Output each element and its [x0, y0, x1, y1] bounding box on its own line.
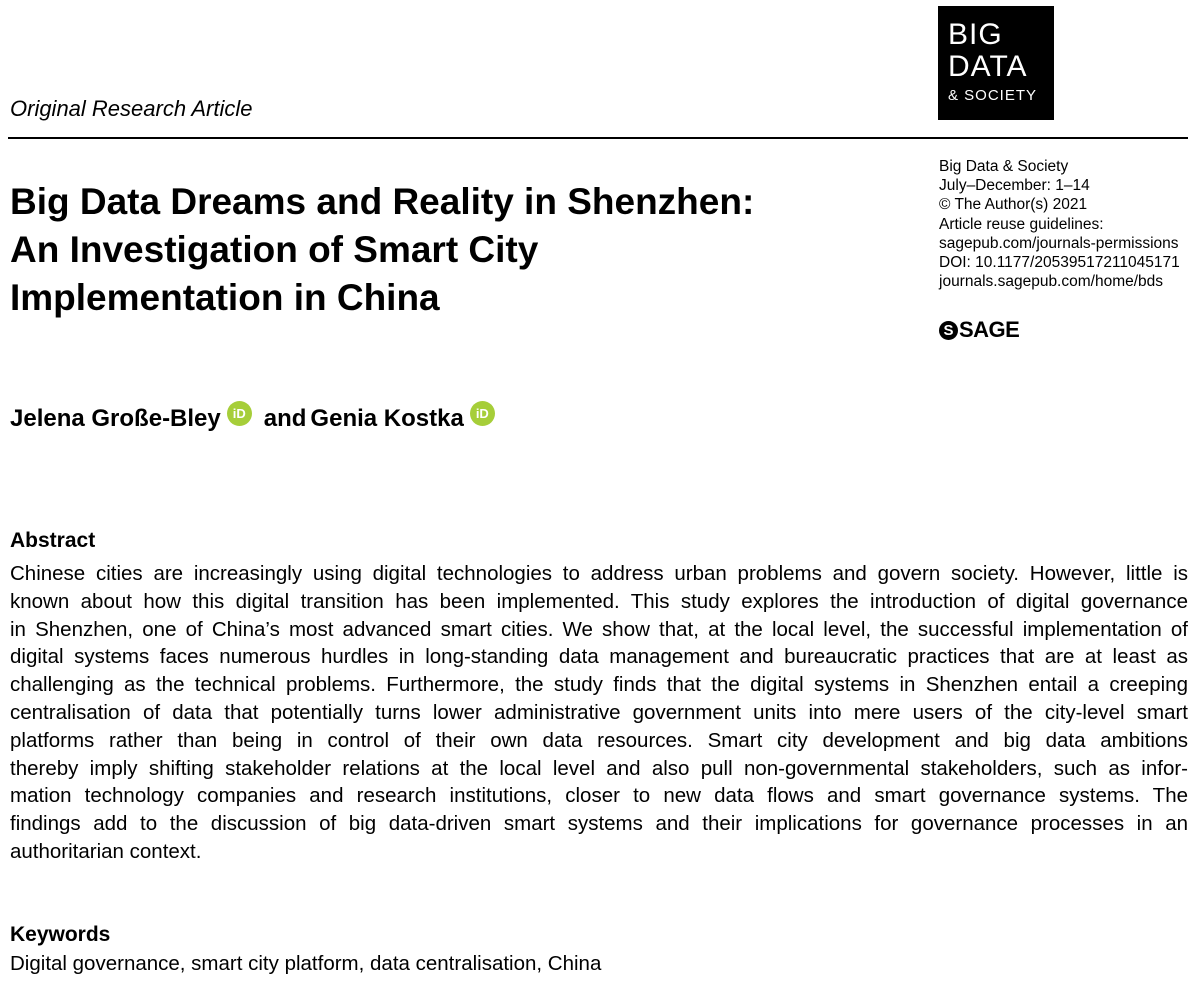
logo-line-1: BIG	[948, 18, 1003, 51]
orcid-icon[interactable]: iD	[227, 401, 252, 426]
journal-home-link[interactable]: journals.sagepub.com/home/bds	[939, 273, 1164, 291]
header-rule	[8, 137, 1188, 139]
abstract-line: platforms rather than being in control of their own data resources. Smart city development and big data ambitions	[10, 728, 1188, 752]
journal-logo	[938, 6, 1054, 120]
publisher-name: SAGE	[959, 317, 1020, 342]
logo-line-3: & SOCIETY	[948, 87, 1038, 104]
logo-line-2: DATA	[948, 50, 1028, 83]
abstract-text	[10, 560, 1188, 866]
journal-meta	[939, 157, 1180, 291]
issue-info: July–December: 1–14	[939, 177, 1090, 195]
copyright: © The Author(s) 2021	[939, 196, 1088, 214]
title-line: An Investigation of Smart City	[10, 229, 539, 270]
title-line: Implementation in China	[10, 277, 440, 318]
article-type: Original Research Article	[10, 96, 253, 121]
orcid-icon[interactable]: iD	[470, 401, 495, 426]
abstract-line: findings add to the discussion of big data-driven smart systems and their implications for governance processes in an	[10, 812, 1188, 836]
title-line: Big Data Dreams and Reality in Shenzhen:	[10, 181, 755, 222]
abstract-line: authoritarian context.	[10, 839, 202, 863]
author-list	[10, 405, 501, 433]
publisher-logo	[939, 317, 1019, 343]
article-title	[10, 178, 910, 322]
abstract-line: thereby imply shifting stakeholder relations at the local level and also pull non-governmental stakeholders, such as infor-	[10, 756, 1188, 780]
abstract-heading: Abstract	[10, 529, 96, 552]
abstract-line: centralisation of data that potentially turns lower administrative government units into mere users of the city-level smart	[10, 700, 1188, 724]
sage-icon: S	[939, 321, 958, 340]
keywords-heading: Keywords	[10, 923, 111, 946]
author-name: Genia Kostka	[310, 405, 464, 432]
doi[interactable]: DOI: 10.1177/20539517211045171	[939, 254, 1180, 272]
author-separator: and	[263, 405, 307, 432]
abstract-line: in Shenzhen, one of China’s most advanced smart cities. We show that, at the local level, the successful implementation of	[10, 617, 1188, 641]
reuse-label: Article reuse guidelines:	[939, 215, 1104, 233]
abstract-line: challenging as the technical problems. Furthermore, the study finds that the digital systems in Shenzhen entail a creeping	[10, 673, 1188, 697]
keywords-text: Digital governance, smart city platform, data centralisation, China	[10, 952, 602, 975]
abstract-line: known about how this digital transition has been implemented. This study explores the introduction of digital governance	[10, 589, 1188, 613]
author-name: Jelena Große-Bley	[10, 405, 221, 432]
reuse-link[interactable]: sagepub.com/journals-permissions	[939, 234, 1179, 252]
abstract-line: mation technology companies and research institutions, closer to new data flows and smart governance systems. The	[10, 784, 1188, 808]
abstract-line: digital systems faces numerous hurdles in long-standing data management and bureaucratic practices that are at least as	[10, 645, 1188, 669]
abstract-line: Chinese cities are increasingly using digital technologies to address urban problems and govern society. However, little is	[10, 562, 1188, 585]
journal-name: Big Data & Society	[939, 158, 1069, 175]
